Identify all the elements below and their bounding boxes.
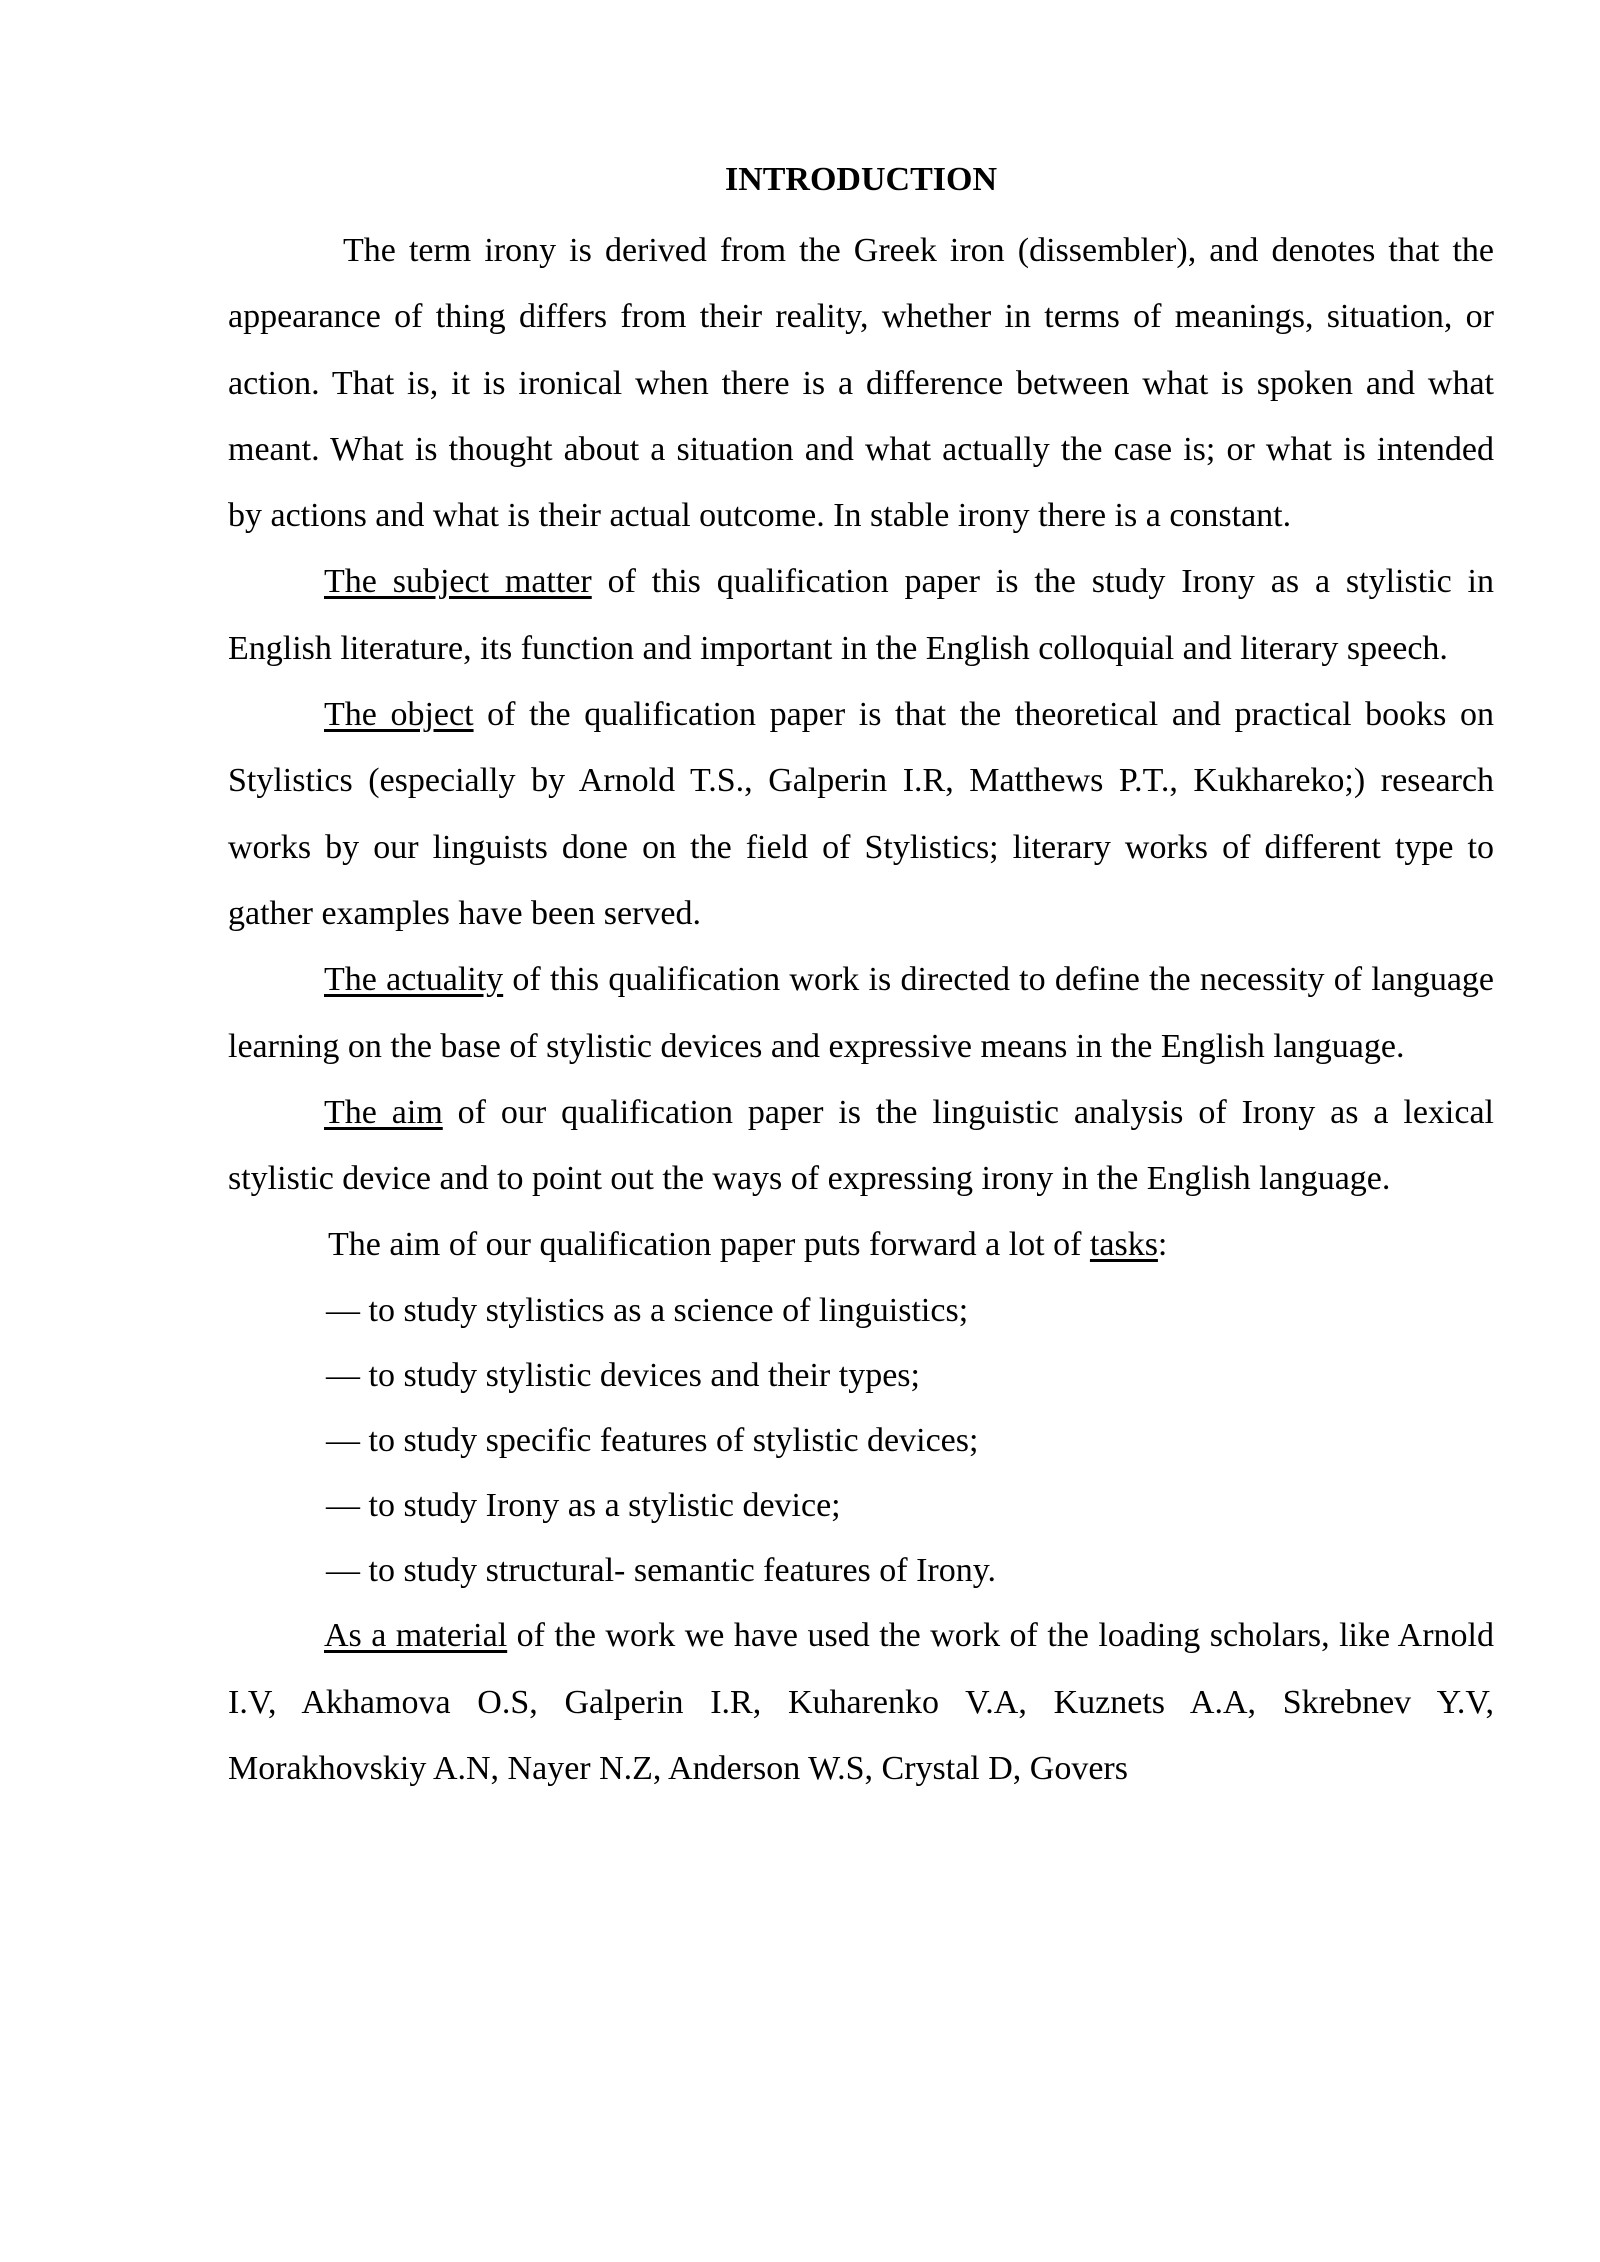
subject-matter-text: of this qualification paper is the study Irony as a stylistic in English literature, its function and important in the English colloquial and literary speech.: [228, 563, 1494, 667]
tasks-label: tasks: [1089, 1226, 1158, 1264]
aim-text: of our qualification paper is the linguistic analysis of Irony as a lexical stylistic device and to point out the ways of expressing irony in the English language.: [228, 1093, 1494, 1198]
list-item: — to study Irony as a stylistic device;: [326, 1487, 841, 1525]
list-item: — to study specific features of stylistic devices;: [326, 1422, 979, 1460]
subject-matter-label: The subject matter: [324, 563, 592, 601]
subject-matter-paragraph: [228, 549, 1494, 682]
page-title: INTRODUCTION: [724, 161, 998, 198]
object-text: of the qualification paper is that the theoretical and practical books on Stylistics (especially by Arnold T.S., Galperin I.R, Matthews P.T., Kukhareko;) research works by our linguists done on the field of Stylistics; literary works of different type to gather examples have been served.: [228, 696, 1494, 932]
tasks-intro-text: The aim of our qualification paper puts forward a lot of: [328, 1226, 1090, 1264]
intro-paragraph: The term irony is derived from the Greek iron (dissembler), and denotes that the appearance of thing differs from their reality, whether in terms of meanings, situation, or action. That is, it is ironical when there is a difference between what is spoken and what meant. What is thought about a situation and what actually the case is; or what is intended by actions and what is their actual outcome. In stable irony there is a constant.: [228, 232, 1494, 535]
material-text: of the work we have used the work of the loading scholars, like Arnold I.V, Akhamova O.S, Galperin I.R, Kuharenko V.A, Kuznets A.A, Skrebnev Y.V, Morakhovskiy A.N, Nayer N.Z, Anderson W.S, Crystal D, Govers: [228, 1617, 1494, 1788]
object-paragraph: [228, 682, 1494, 947]
aim-paragraph: [228, 1080, 1494, 1213]
object-label: The object: [324, 696, 474, 734]
actuality-paragraph: [228, 947, 1494, 1080]
task-list: [228, 1278, 1494, 1603]
list-item: — to study stylistics as a science of linguistics;: [326, 1292, 969, 1330]
tasks-suffix: :: [1157, 1226, 1168, 1264]
list-item: — to study structural- semantic features of Irony.: [326, 1552, 997, 1590]
aim-label: The aim: [324, 1093, 443, 1131]
material-paragraph: [228, 1603, 1494, 1802]
list-item: — to study stylistic devices and their types;: [326, 1357, 920, 1395]
actuality-text: of this qualification work is directed to define the necessity of language learning on the base of stylistic devices and expressive means in the English language.: [228, 961, 1495, 1065]
material-label: As a material: [324, 1617, 508, 1655]
actuality-label: The actuality: [324, 961, 504, 999]
tasks-intro: [228, 1212, 1494, 1278]
